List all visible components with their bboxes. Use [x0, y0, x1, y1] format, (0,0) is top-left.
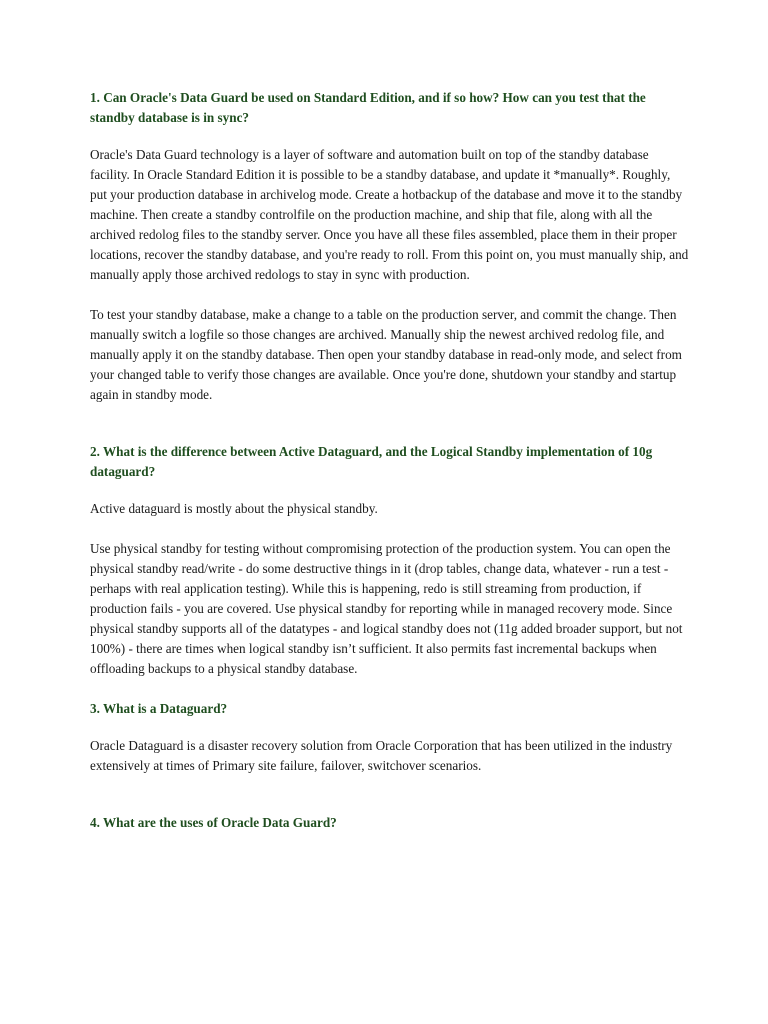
answer-3-paragraph-1: Oracle Dataguard is a disaster recovery solution from Oracle Corporation that has been utilized in the industry extensively at times of Primary site failure, failover, switchover scenarios. — [90, 738, 673, 773]
question-4-heading: 4. What are the uses of Oracle Data Guard? — [90, 815, 337, 830]
answer-2-paragraph-2: Use physical standby for testing without compromising protection of the production system. You can open the physical standby read/write - do some destructive things in it (drop tables, change data, whatever - run a test - perhaps with real application testing). While this is happening, redo is still streaming from production, if production fails - you are covered. Use physical standby for reporting while in managed recovery mode. Since physical standby supports all of the datatypes - and logical standby does not (11g added broader support, but not 100%) - there are times when logical standby isn’t sufficient. It also permits fast incremental backups when offloading backups to a physical standby database. — [90, 541, 683, 676]
document-page — [90, 88, 690, 833]
question-2-heading: 2. What is the difference between Active Dataguard, and the Logical Standby implementation of 10g dataguard? — [90, 444, 653, 479]
question-1-heading: 1. Can Oracle's Data Guard be used on Standard Edition, and if so how? How can you test that the standby database is in sync? — [90, 90, 646, 125]
answer-1-paragraph-1: Oracle's Data Guard technology is a layer of software and automation built on top of the standby database facility. In Oracle Standard Edition it is possible to be a standby database, and update it *manually*. Roughly, put your production database in archivelog mode. Create a hotbackup of the database and move it to the standby machine. Then create a standby controlfile on the production machine, and ship that file, along with all the archived redolog files to the standby server. Once you have all these files assembled, place them in their proper locations, recover the standby database, and you're ready to roll. From this point on, you must manually ship, and manually apply those archived redologs to stay in sync with production. — [90, 147, 689, 282]
answer-1-paragraph-2: To test your standby database, make a change to a table on the production server, and commit the change. Then manually switch a logfile so those changes are archived. Manually ship the newest archived redolog file, and manually apply it on the standby database. Then open your standby database in read-only mode, and select from your changed table to verify those changes are available. Once you're done, shutdown your standby and startup again in standby mode. — [90, 307, 682, 402]
question-3-heading: 3. What is a Dataguard? — [90, 701, 228, 716]
answer-2-paragraph-1: Active dataguard is mostly about the physical standby. — [90, 501, 378, 516]
